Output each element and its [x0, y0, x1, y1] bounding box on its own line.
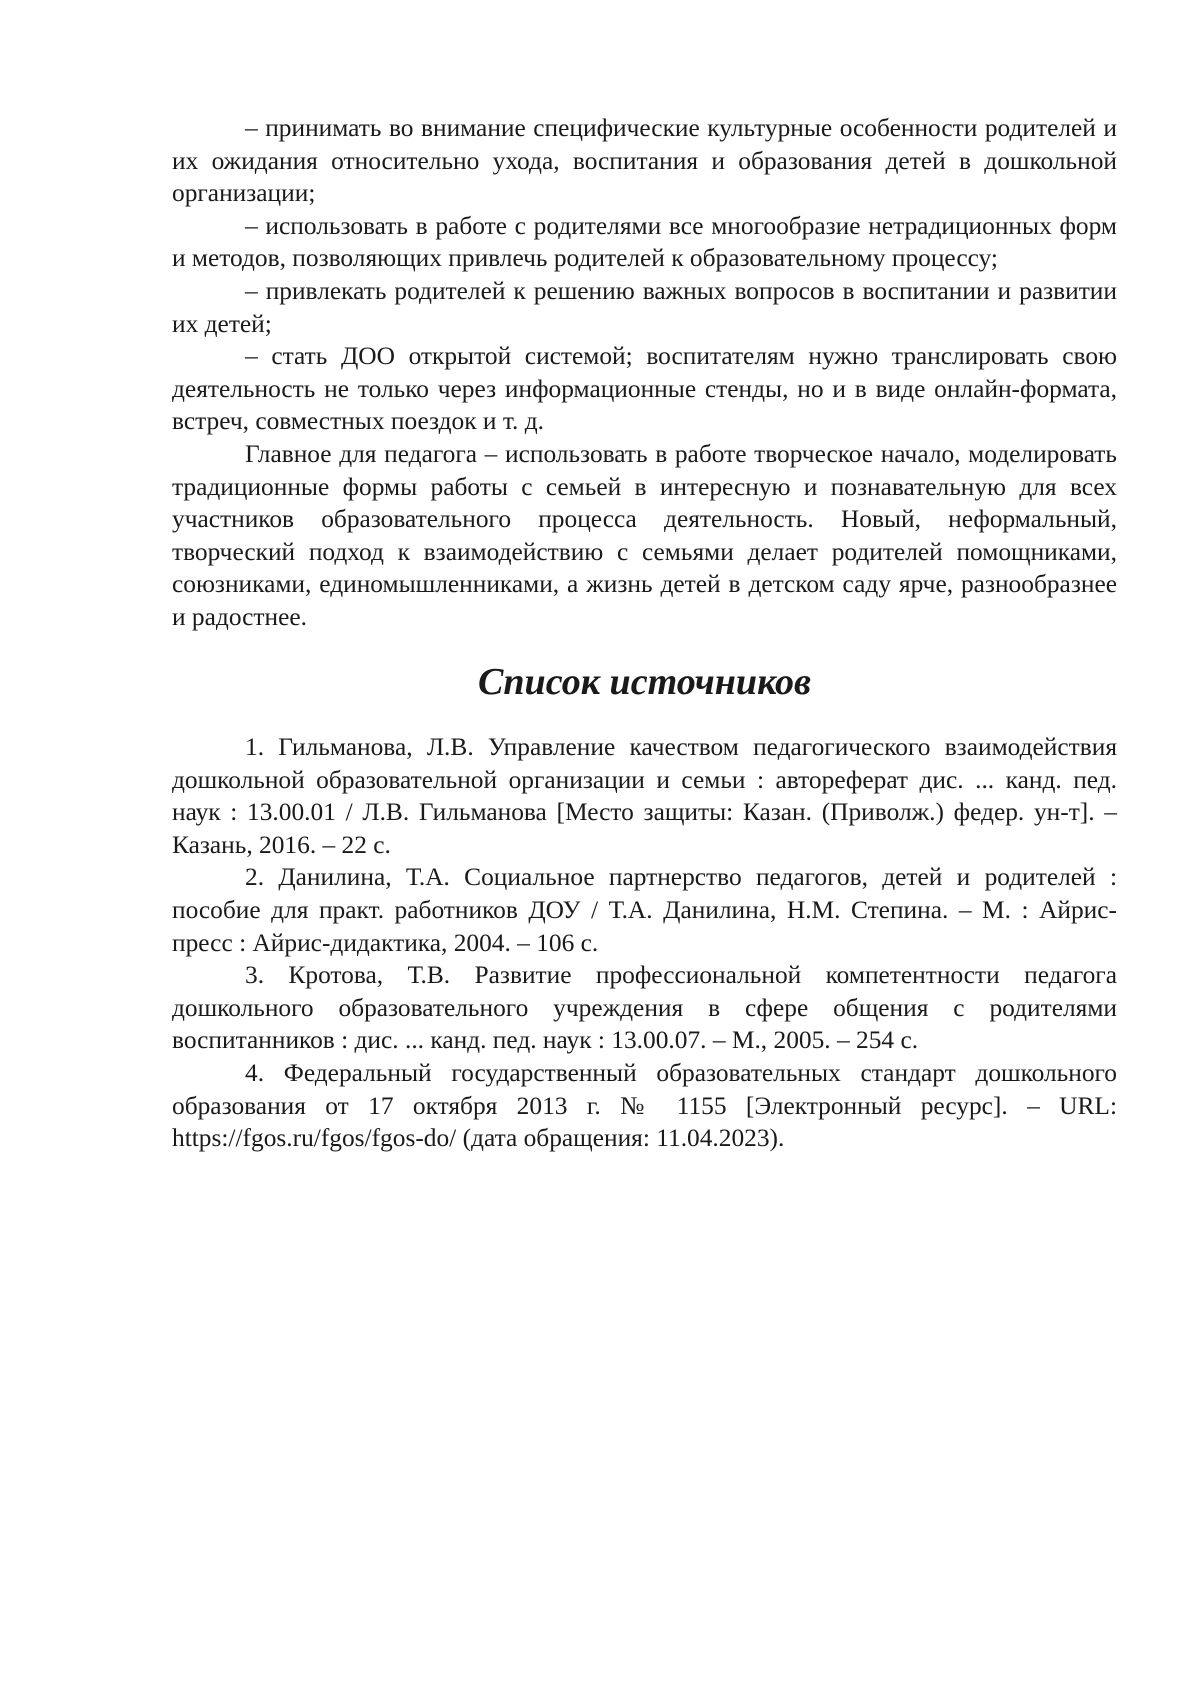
reference-item: 1. Гильманова, Л.В. Управление качеством педагогического взаимодействия дошкольной образовательной организации и семьи : автореферат дис. ... канд. пед. наук : 13.00.01 / Л.В. Гильманова [Место защиты: Казан. (Приволж.) федер. ун-т]. – Казань, 2016. – 22 с. [172, 731, 1117, 861]
references-heading: Список источников [172, 666, 1117, 699]
body-paragraph: – использовать в работе с родителями все многообразие нетрадиционных форм и методов, позволяющих привлечь родителей к образовательному процессу; [172, 210, 1117, 275]
body-paragraph: – принимать во внимание специфические культурные особенности родителей и их ожидания относительно ухода, воспитания и образования детей в дошкольной организации; [172, 112, 1117, 210]
body-paragraph: Главное для педагога – использовать в работе творческое начало, моделировать традиционные формы работы с семьей в интересную и познавательную для всех участников образовательного процесса деятельность. Новый, неформальный, творческий подход к взаимодействию с семьями делает родителей помощниками, союзниками, единомышленниками, а жизнь детей в детском саду ярче, разнообразнее и радостнее. [172, 438, 1117, 634]
reference-item: 4. Федеральный государственный образовательных стандарт дошкольного образования от 17 октября 2013 г. № 1155 [Электронный ресурс]. – URL: https://fgos.ru/fgos/fgos-do/ (дата обращения: 11.04.2023). [172, 1057, 1117, 1155]
reference-item: 3. Кротова, Т.В. Развитие профессиональной компетентности педагога дошкольного образовательного учреждения в сфере общения с родителями воспитанников : дис. ... канд. пед. наук : 13.00.07. – М., 2005. – 254 с. [172, 959, 1117, 1057]
references-list [172, 731, 1117, 1155]
body-paragraph: – привлекать родителей к решению важных вопросов в воспитании и развитии их детей; [172, 275, 1117, 340]
document-page [172, 112, 1117, 1155]
body-paragraph: – стать ДОО открытой системой; воспитателям нужно транслировать свою деятельность не только через информационные стенды, но и в виде онлайн-формата, встреч, совместных поездок и т. д. [172, 340, 1117, 438]
reference-item: 2. Данилина, Т.А. Социальное партнерство педагогов, детей и родителей : пособие для практ. работников ДОУ / Т.А. Данилина, Н.М. Степина. – М. : Айрис-пресс : Айрис-дидактика, 2004. – 106 с. [172, 861, 1117, 959]
